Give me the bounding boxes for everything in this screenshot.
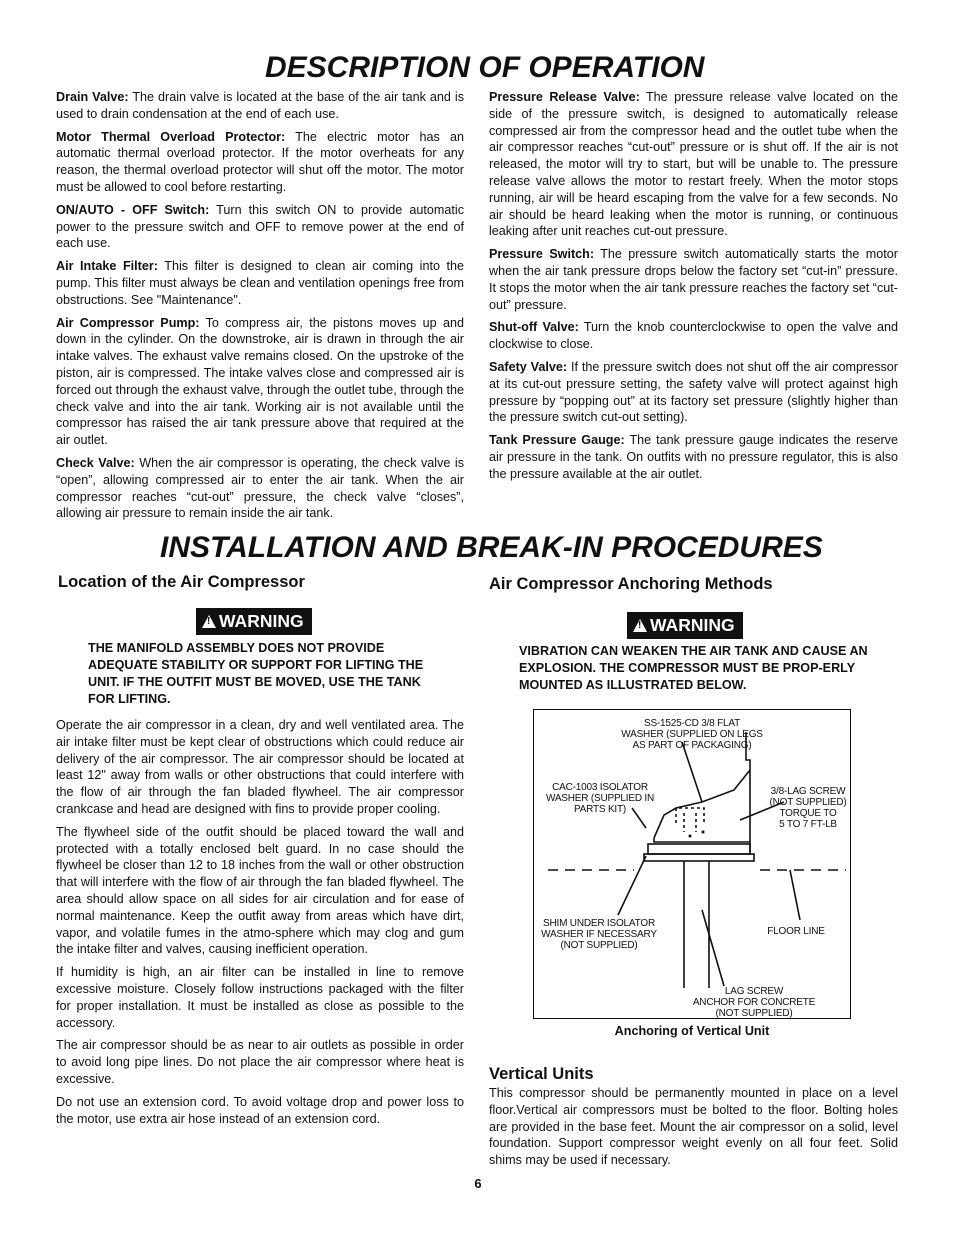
foot-outline [654,770,750,838]
term-text: The tank pressure gauge indicates the reserve air pressure in the tank. On outfits with no pressure regulator, this is also the pressure available at the air outlet. [489,433,898,481]
term: ON/AUTO - OFF Switch: [56,202,210,217]
label-line: ANCHOR FOR CONCRETE [692,997,816,1008]
floor-line-label [760,926,832,937]
description-left-column [56,89,464,528]
term-text: The pressure release valve located on the side of the pressure switch, is designed to automatically release compressed air from the compressor head and the outlet tube when the air compressor reaches “cut-out” pressure or is shut off. If the air is not released, the motor will try to start, but will be unable to. The pressure release valve allows the motor to restart freely. When the motor stops running, air will be heard escaping from the valve for a few seconds. No air should be heard leaking when the motor is running, or continuous leaking after unit reaches cut-out pressure. [489,90,898,239]
label-line: WASHER (SUPPLIED ON LEGS [621,729,763,740]
description-right-column [489,89,898,489]
leader [618,856,646,915]
label-line: SS-1525-CD 3/8 FLAT [643,718,741,729]
desc-item [489,359,898,426]
foot-base [654,838,750,842]
desc-item [489,432,898,482]
location-body [56,717,464,1133]
term: Pressure Release Valve: [489,90,640,104]
term: Air Compressor Pump: [56,315,200,330]
label-line: PARTS KIT) [573,804,627,815]
warning-badge [627,612,743,639]
desc-item [56,129,464,196]
paragraph: Operate the air compressor in a clean, dry and well ventilated area. The air intake filter must be kept clear of obstructions which could reduce air delivery of the air compressor. The air compressor should be located at least 12" away from walls or other obstructions that could interfere with the flow of air through the fan bladed flywheel. The air compressor crankcase and head are designed with fins to provide proper cooling. [56,718,464,816]
label-line: WASHER (SUPPLIED IN [545,793,655,804]
term-text: This filter is designed to clean air coming into the pump. This filter must always be clean and ventilation openings free from obstructions. See "Maintenance". [56,259,464,307]
leader [682,742,702,802]
anchoring-drawing [534,710,851,1019]
desc-item [56,315,464,449]
location-heading: Location of the Air Compressor [58,573,305,591]
label-line: SHIM UNDER ISOLATOR [543,918,655,929]
anchoring-diagram [533,709,851,1019]
paragraph: The air compressor should be as near to air outlets as possible in order to avoid long pipe lines. Do not place the air compressor where heat is excessive. [56,1038,464,1086]
page-number: 6 [474,1176,482,1191]
shim-label [534,918,664,951]
shim [644,854,754,861]
label-line: WASHER IF NECESSARY [541,929,657,940]
term: Check Valve: [56,455,135,470]
label-line: 3/8-LAG SCREW [770,786,846,797]
label-line: (NOT SUPPLIED) [769,797,847,808]
paragraph: If humidity is high, an air filter can be installed in line to remove excessive moisture. Closely follow instructions packaged with the filter for proper installation. It must be installed as close as possible to the accessory. [56,965,464,1030]
diagram-caption: Anchoring of Vertical Unit [614,1024,770,1038]
warning-icon: ! [202,615,216,628]
term: Tank Pressure Gauge: [489,433,625,448]
label-line: LAG SCREW [724,986,784,997]
flat-washer-label [592,718,792,751]
term-text: The electric motor has an automatic thermal overload protector. If the motor overheats for any reason, the thermal overload protector will shut off the motor. The motor must be allowed to cool before restarting. [56,129,465,194]
term: Safety Valve: [489,359,568,374]
paragraph: This compressor should be permanently mounted in place on a level floor.Vertical air compressors must be bolted to the floor. Bolting holes are provided in the base feet. Mount the air compressor on a solid, level foundation. Support compressor weight evenly on all four feet. Solid shims may be used if necessary. [489,1086,898,1168]
warning-label: WARNING [650,615,735,635]
term-text: The drain valve is located at the base of the air tank and is used to drain condensation at the end of each use. [56,90,464,121]
term-text: To compress air, the pistons moves up and down in the cylinder. On the downstroke, air is drawn in through the air intake valves. The exhaust valve remains closed. On the upstroke of the piston, air is compressed. The intake valves close and compressed air is forced out through the exhaust valve, through the outlet tube, through the check valve and into the air tank. Working air is not available until the compressor has raised the air tank pressure above that required at the air outlet. [56,315,465,448]
installation-title: INSTALLATION AND BREAK-IN PROCEDURES [160,531,823,564]
label-line: (NOT SUPPLIED) [715,1008,793,1019]
desc-item [489,319,898,353]
warning-badge [196,608,312,635]
bolt-shank [684,813,696,832]
paragraph: Do not use an extension cord. To avoid voltage drop and power loss to the motor, use extra air hose instead of an extension cord. [56,1094,464,1126]
label-line: FLOOR LINE [767,926,825,937]
description-title: DESCRIPTION OF OPERATION [265,51,705,84]
leader [790,870,800,920]
warning-text: VIBRATION CAN WEAKEN THE AIR TANK AND CAUSE AN EXPLOSION. THE COMPRESSOR MUST BE PROP-ERLY MOUNTED AS ILLUSTRATED BELOW. [519,644,868,692]
anchor-post [684,861,709,988]
term-text: Turn this switch ON to provide automatic power to the pressure switch and OFF to remove power at the end of each use. [56,202,464,251]
vertical-units-body [489,1085,898,1175]
anchoring-heading: Air Compressor Anchoring Methods [489,575,773,593]
term-text: Turn the knob counterclockwise to open the valve and clockwise to close. [489,320,898,352]
desc-item [489,89,898,240]
warning-icon: ! [633,619,647,632]
leader [702,910,724,986]
term-text: If the pressure switch does not shut off the air compressor at its cut-out pressure setting, the safety valve will protect against high pressure by “popping out” at its factory set pressure (slightly higher than the pressure switch cut-out setting). [489,359,898,425]
lag-screw-label [764,786,851,830]
label-line: CAC-1003 ISOLATOR [552,782,648,793]
desc-item [489,246,898,313]
paragraph: The flywheel side of the outfit should be placed toward the wall and protected with a totally enclosed belt guard. In no case should the flywheel be closer than 12 to 18 inches from the wall or other obstruction that will interfere with the flow of air through the fan bladed flywheel. The area should allow space on all sides for air circulation and for ease of normal maintenance. Keep the outfit away from areas which have dirt, vapor, and volatile fumes in the atmo-sphere which may clog and gum the intake filter and valves, causing inefficient operation. [56,824,464,957]
isolator-washer [648,844,750,854]
label-line: TORQUE TO [779,808,837,819]
term: Pressure Switch: [489,247,595,262]
label-line: AS PART OF PACKAGING) [632,740,752,751]
vertical-units-heading: Vertical Units [489,1065,594,1083]
isolator-label [536,782,664,815]
term: Motor Thermal Overload Protector: [56,129,286,144]
label-line: (NOT SUPPLIED) [560,940,638,951]
desc-item [56,89,464,123]
term: Drain Valve: [56,90,129,104]
label-line: 5 TO 7 FT-LB [779,819,837,830]
term: Shut-off Valve: [489,320,579,335]
desc-item [56,258,464,308]
warning-label: WARNING [219,611,304,631]
term-text: The pressure switch automatically starts the motor when the air tank pressure drops below the factory set “cut-in” pressure. It stops the motor when the air tank pressure reaches the factory set “cut-out” pressure. [489,247,898,312]
desc-item [56,455,464,522]
term: Air Intake Filter: [56,259,158,274]
bolt-head [676,808,704,823]
desc-item [56,202,464,252]
term-text: When the air compressor is operating, the check valve is “open”, allowing compressed air to enter the air tank. When the air compressor reaches “cut-out” pressure, the check valve “closes”, allowing air pressure to remain inside the air tank. [56,455,464,521]
warning-text: THE MANIFOLD ASSEMBLY DOES NOT PROVIDE ADEQUATE STABILITY OR SUPPORT FOR LIFTING THE UNIT. IF THE OUTFIT MUST BE MOVED, USE THE TANK FOR LIFTING. [88,641,424,706]
anchor-label [684,986,824,1019]
